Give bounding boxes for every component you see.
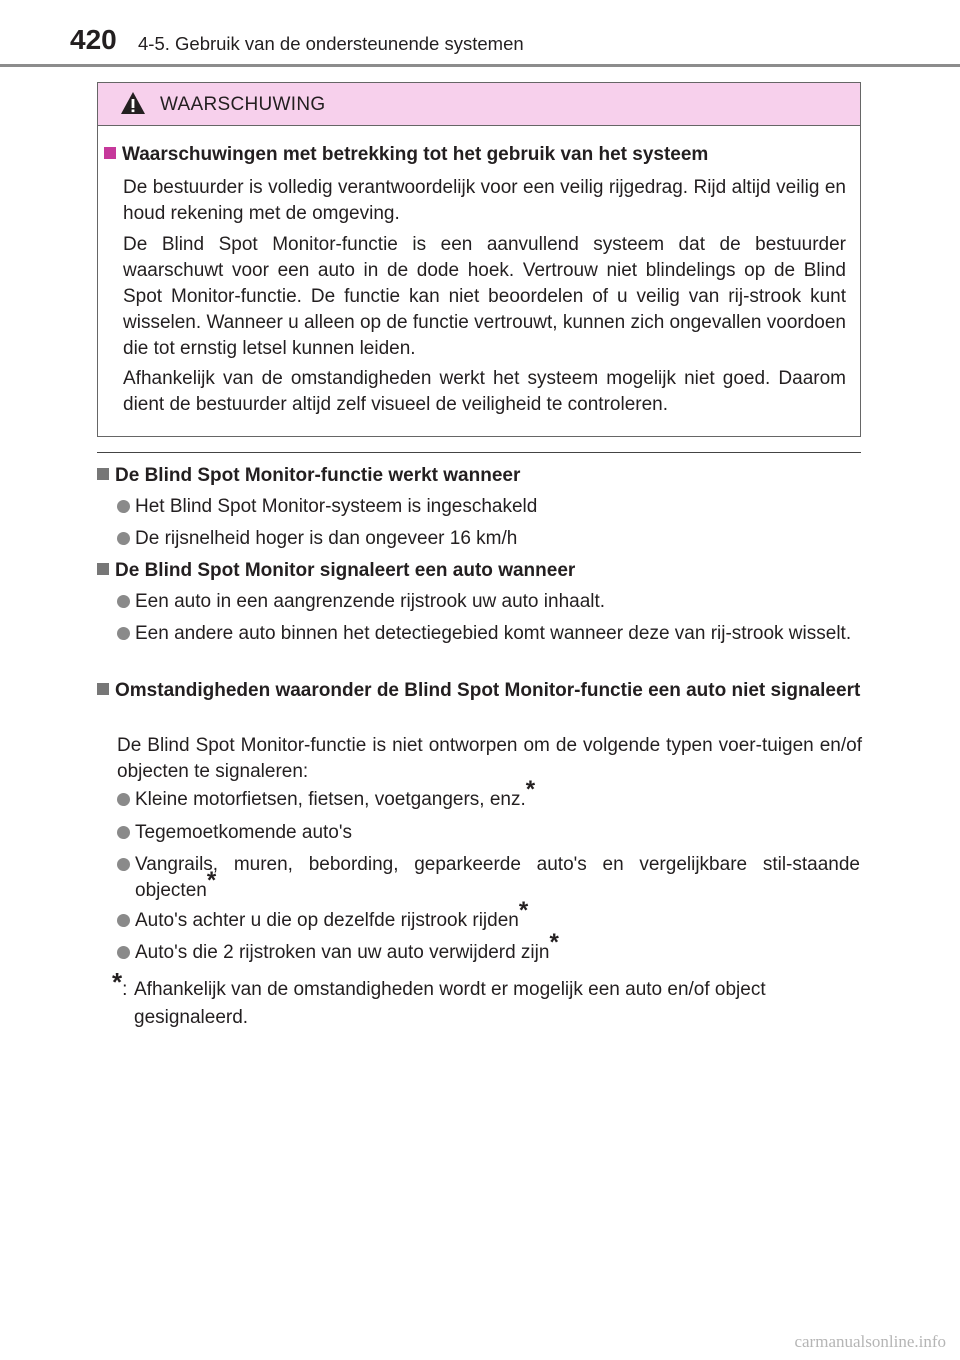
bullet-dot-icon — [117, 532, 130, 545]
warning-header — [98, 83, 860, 126]
bullet-dot-icon — [117, 946, 130, 959]
warning-heading: Waarschuwingen met betrekking tot het gebruik van het systeem — [104, 144, 708, 166]
watermark: carmanualsonline.info — [794, 1332, 946, 1351]
warning-label: WAARSCHUWING — [160, 94, 326, 115]
square-bullet-icon — [97, 683, 109, 695]
list-item: Tegemoetkomende auto's — [135, 820, 860, 846]
bullet-dot-icon — [117, 914, 130, 927]
page-number: 420 — [70, 24, 117, 55]
warning-box — [97, 82, 861, 437]
list-item: Vangrails, muren, bebording, geparkeerde auto's en vergelijkbare stil-staande objecten* — [135, 852, 860, 904]
list-item: Een andere auto binnen het detectiegebied komt wanneer deze van rij-strook wisselt. — [135, 621, 860, 647]
footnote-mark: *: — [112, 967, 128, 1000]
header-rule — [0, 64, 960, 67]
footnote-marker: * — [549, 929, 559, 956]
footnote-marker: * — [206, 867, 217, 894]
footnote-text: Afhankelijk van de omstandigheden wordt er mogelijk een auto en/of object gesignaleerd. — [134, 979, 766, 1028]
bullet-dot-icon — [117, 793, 130, 806]
section-heading-2: De Blind Spot Monitor signaleert een auto wanneer — [97, 560, 575, 582]
list-item: Auto's die 2 rijstroken van uw auto verwijderd zijn* — [135, 940, 860, 966]
footnote-marker: * — [525, 776, 536, 803]
warning-paragraph-1: De bestuurder is volledig verantwoordelijk voor een veilig rijgedrag. Rijd altijd veilig en houd rekening met de omgeving. — [123, 177, 846, 224]
bullet-dot-icon — [117, 826, 130, 839]
list-item: De rijsnelheid hoger is dan ongeveer 16 km/h — [135, 526, 860, 552]
square-bullet-icon — [104, 147, 116, 159]
section-intro: De Blind Spot Monitor-functie is niet ontworpen om de volgende typen voer-tuigen en/of objecten te signaleren: — [117, 735, 862, 782]
section-heading-3: Omstandigheden waaronder de Blind Spot Monitor-functie een auto niet signaleert — [97, 678, 862, 704]
page-header — [0, 0, 960, 70]
square-bullet-icon — [97, 563, 109, 575]
bullet-dot-icon — [117, 500, 130, 513]
list-item: Kleine motorfietsen, fietsen, voetgangers, enz.* — [135, 787, 860, 813]
section-title: 4-5. Gebruik van de ondersteunende systemen — [138, 33, 524, 54]
list-item: Het Blind Spot Monitor-systeem is ingeschakeld — [135, 494, 860, 520]
section-divider — [97, 452, 861, 453]
square-bullet-icon — [97, 468, 109, 480]
list-item: Een auto in een aangrenzende rijstrook uw auto inhaalt. — [135, 589, 860, 615]
bullet-dot-icon — [117, 858, 130, 871]
bullet-dot-icon — [117, 627, 130, 640]
warning-triangle-icon — [120, 91, 146, 115]
warning-paragraph-2: De Blind Spot Monitor-functie is een aanvullend systeem dat de bestuurder waarschuwt voor een auto in de dode hoek. Vertrouw niet blindelings op de Blind Spot Monitor-functie. De functie kan niet beoordelen of u veilig van rij-strook kunt wisselen. Wanneer u alleen op de functie vertrouwt, kunnen zich ongevallen voordoen die tot ernstig letsel kunnen leiden. — [123, 234, 846, 359]
section-heading-1: De Blind Spot Monitor-functie werkt wanneer — [97, 465, 520, 487]
list-item: Auto's achter u die op dezelfde rijstrook rijden* — [135, 908, 860, 934]
footnote-marker: * — [518, 897, 529, 924]
bullet-dot-icon — [117, 595, 130, 608]
warning-paragraph-3: Afhankelijk van de omstandigheden werkt het systeem mogelijk niet goed. Daarom dient de bestuurder altijd zelf visueel de veiligheid te controleren. — [123, 368, 846, 415]
